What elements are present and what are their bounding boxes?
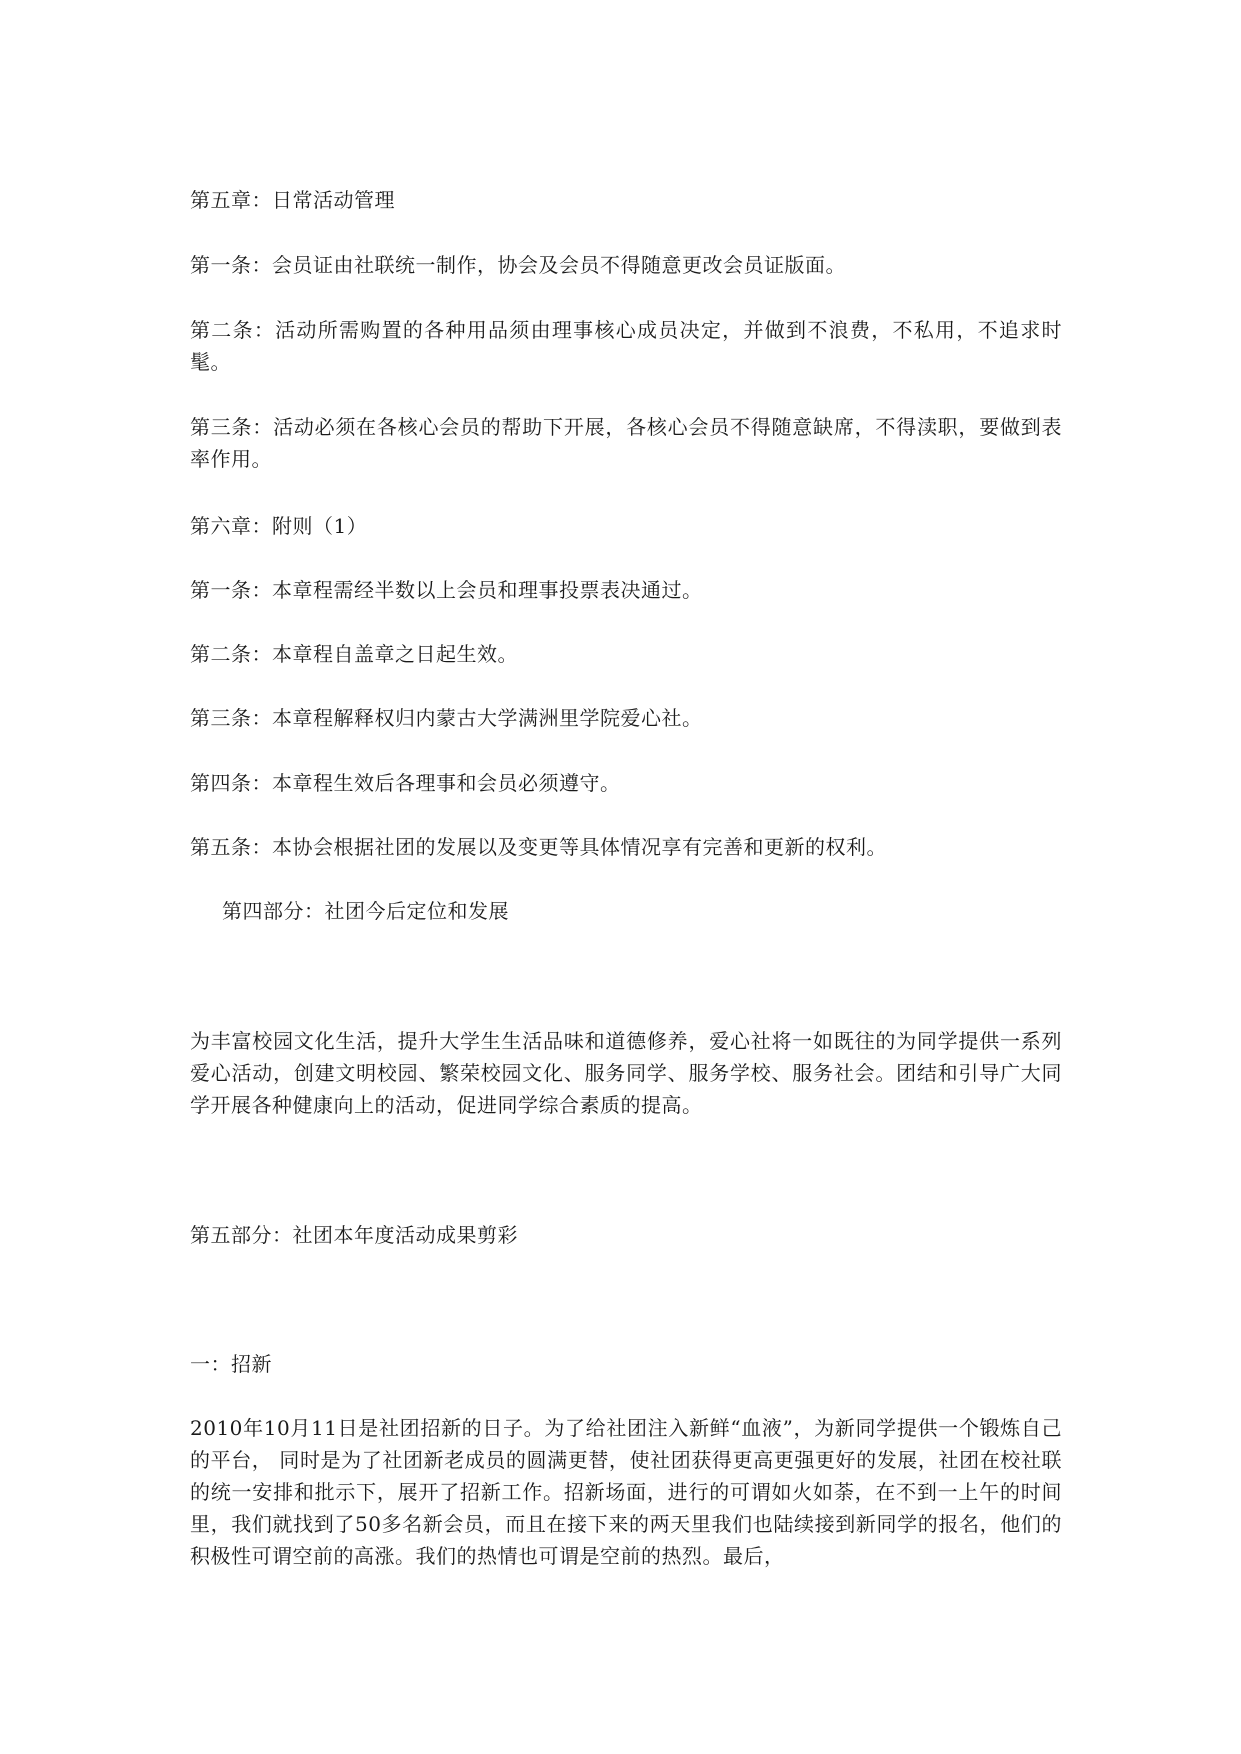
chapter6-article-4: 第四条：本章程生效后各理事和会员必须遵守。	[190, 771, 621, 795]
chapter5-article-2: 第二条：活动所需购置的各种用品须由理事核心成员决定，并做到不浪费，不私用，不追求时髦。	[190, 318, 1062, 374]
chapter6-article-5: 第五条：本协会根据社团的发展以及变更等具体情况享有完善和更新的权利。	[190, 835, 887, 859]
part5-heading: 第五部分：社团本年度活动成果剪彩	[190, 1223, 518, 1247]
chapter6-article-2: 第二条：本章程自盖章之日起生效。	[190, 642, 518, 666]
chapter5-heading: 第五章：日常活动管理	[190, 188, 395, 212]
chapter5-article-3: 第三条：活动必须在各核心会员的帮助下开展，各核心会员不得随意缺席，不得渎职，要做到表率作用。	[190, 415, 1062, 471]
part4-body: 为丰富校园文化生活，提升大学生生活品味和道德修养，爱心社将一如既往的为同学提供一系列爱心活动，创建文明校园、繁荣校园文化、服务同学、服务学校、服务社会。团结和引导广大同学开展各种健康向上的活动，促进同学综合素质的提高。	[190, 1029, 1062, 1117]
chapter5-article-1: 第一条：会员证由社联统一制作，协会及会员不得随意更改会员证版面。	[190, 253, 846, 277]
chapter6-heading: 第六章：附则（1）	[190, 514, 368, 538]
chapter6-article-1: 第一条：本章程需经半数以上会员和理事投票表决通过。	[190, 578, 703, 602]
part4-heading: 第四部分：社团今后定位和发展	[222, 899, 509, 923]
chapter6-article-3: 第三条：本章程解释权归内蒙古大学满洲里学院爱心社。	[190, 706, 703, 730]
section1-heading: 一：招新	[190, 1352, 272, 1376]
section1-body: 2010年10月11日是社团招新的日子。为了给社团注入新鲜“血液”，为新同学提供一个锻炼自己的平台， 同时是为了社团新老成员的圆满更替，使社团获得更高更强更好的发展，社团在校社联的统一安排和批示下，展开了招新工作。招新场面，进行的可谓如火如荼，在不到一上午的时间里，我们就找到了50多名新会员，而且在接下来的两天里我们也陆续接到新同学的报名，他们的积极性可谓空前的高涨。我们的热情也可谓是空前的热烈。最后，	[190, 1416, 1062, 1568]
